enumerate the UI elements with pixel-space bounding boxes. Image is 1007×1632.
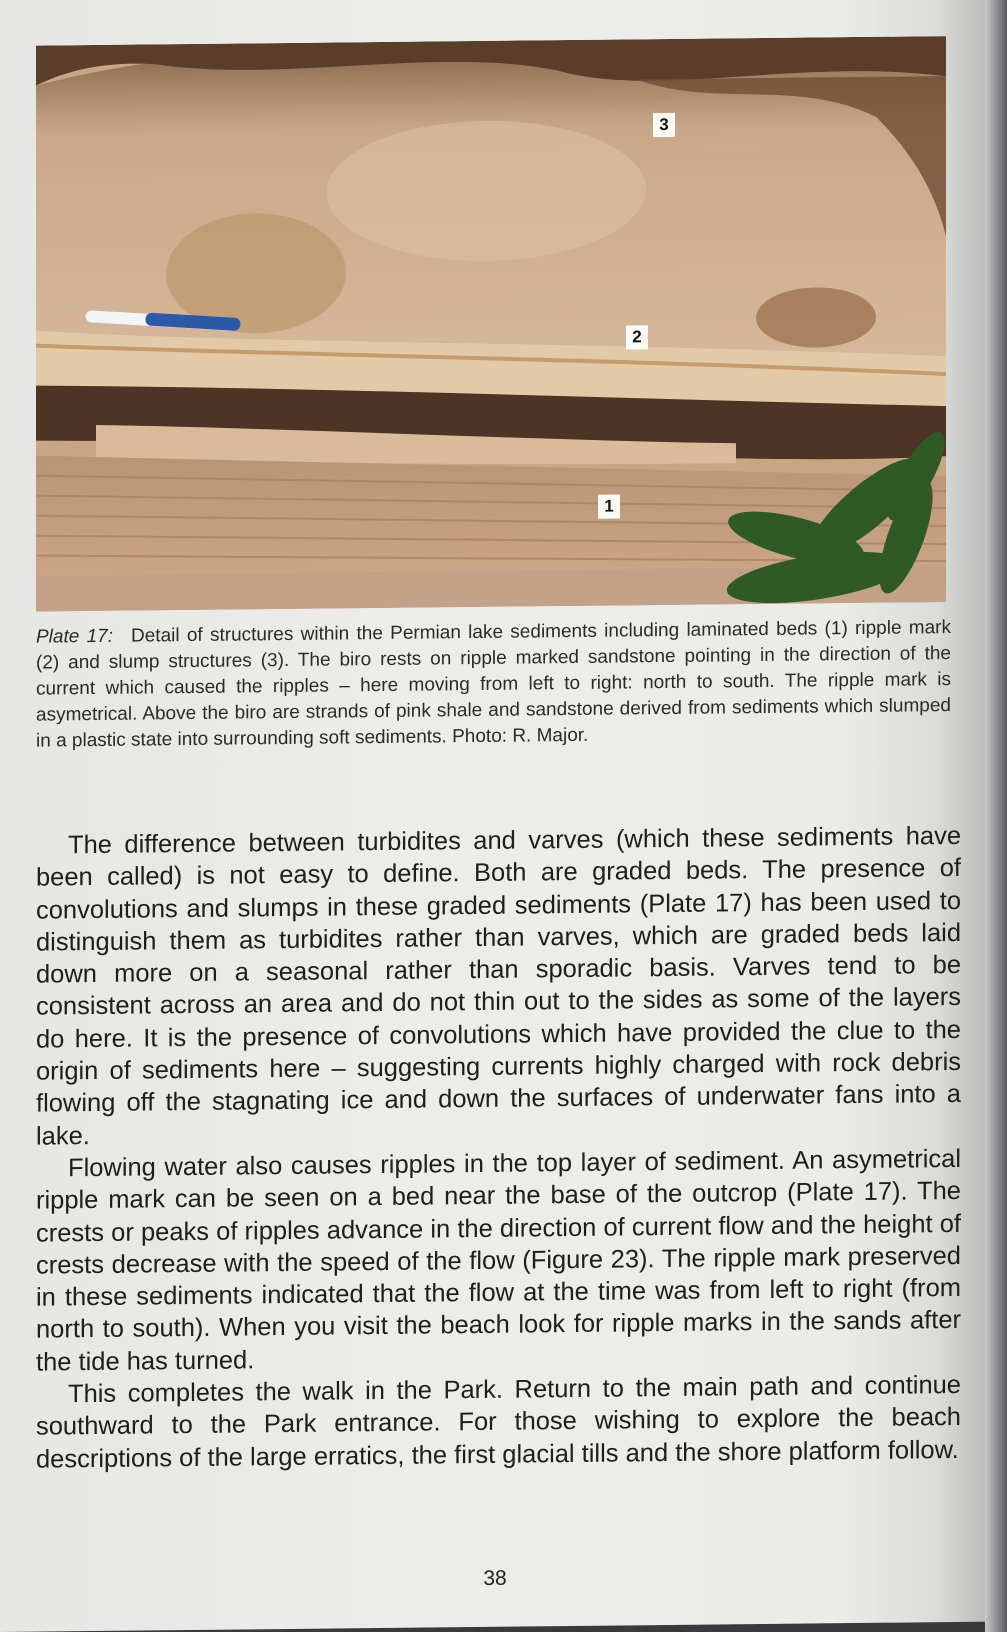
page-edge-shadow (985, 0, 1007, 1632)
marker-2: 2 (626, 325, 648, 349)
caption-text: Detail of structures within the Permian lake sediments including laminated beds (1) ripple mark (2) and slump structures (3). The biro rests on ripple marked sandstone pointing in the direction of the current which caused the ripples – here moving from left to right: north to south. The ripple mark is asymetrical. Above the biro are strands of pink shale and sandstone derived from sediments which slumped in a plastic state into surrounding soft sediments. Photo: R. Major. (36, 617, 952, 752)
marker-1: 1 (598, 495, 620, 519)
caption-label: Plate 17: (36, 625, 113, 648)
figure-caption (36, 615, 951, 755)
marker-3: 3 (653, 113, 675, 137)
plate-17-photo (36, 36, 946, 612)
body-text (36, 820, 961, 1476)
paragraph: The difference between turbidites and varves (which these sediments have been called) is not easy to define. Both are graded beds. The presence of convolutions and slumps in these graded sediments (Plate 17) has been used to distinguish them as turbidites rather than varves, which are graded beds laid down more on a seasonal rather than sporadic basis. Varves tend to be consistent across an area and do not thin out to the sides as some of the layers do here. It is the presence of convolutions which have provided the clue to the origin of sediments here – suggesting currents highly charged with rock debris flowing off the stagnating ice and down the surfaces of underwater fans into a lake. (36, 821, 961, 1151)
page-number: 38 (483, 1566, 507, 1590)
paragraph: This completes the walk in the Park. Return to the main path and continue southward to the Park entrance. For those wishing to explore the beach descriptions of the large erratics, the first glacial tills and the shore platform follow. (36, 1370, 961, 1474)
paragraph: Flowing water also causes ripples in the top layer of sediment. An asymetrical ripple mark can be seen on a bed near the base of the outcrop (Plate 17). The crests or peaks of ripples advance in the direction of current flow and the height of crests decrease with the speed of the flow (Figure 23). The ripple mark preserved in these sediments indicated that the flow at the time was from left to right (from north to south). When you visit the beach look for ripple marks in the sands after the tide has turned. (36, 1144, 961, 1377)
